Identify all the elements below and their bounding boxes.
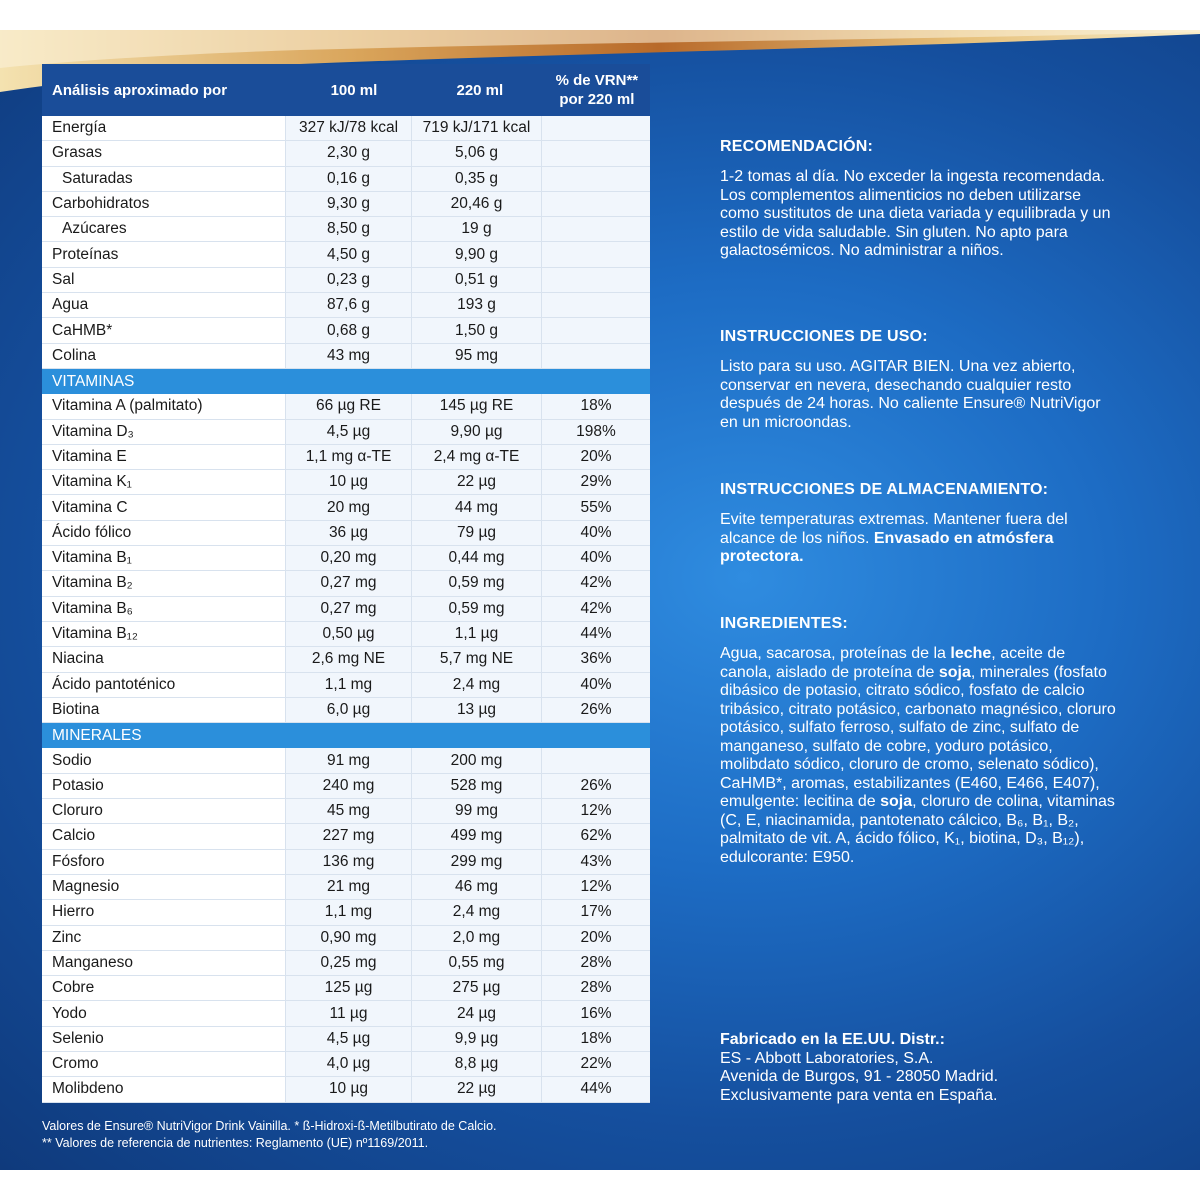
value-220ml: 0,55 mg <box>412 951 542 975</box>
value-vrn: 18% <box>542 394 650 418</box>
section-header: MINERALES <box>42 723 650 748</box>
table-row <box>42 344 650 369</box>
ingredient-allergen: soja <box>880 793 913 810</box>
value-100ml: 87,6 g <box>286 293 412 317</box>
value-100ml: 2,6 mg NE <box>286 647 412 671</box>
header-vrn-line1: % de VRN** <box>555 72 639 89</box>
value-100ml: 4,50 g <box>286 242 412 266</box>
value-220ml: 9,90 g <box>412 242 542 266</box>
header-analysis: Análisis aproximado por <box>52 81 228 99</box>
nutrient-name: Yodo <box>42 1001 286 1025</box>
table-row <box>42 1027 650 1052</box>
nutrient-name: Vitamina B₁₂ <box>42 622 286 646</box>
nutrient-name: Selenio <box>42 1027 286 1051</box>
table-row <box>42 1052 650 1077</box>
value-220ml: 145 µg RE <box>412 394 542 418</box>
value-220ml: 0,44 mg <box>412 546 542 570</box>
value-220ml: 19 g <box>412 217 542 241</box>
table-row <box>42 318 650 343</box>
value-220ml: 24 µg <box>412 1001 542 1025</box>
value-100ml: 8,50 g <box>286 217 412 241</box>
table-row <box>42 748 650 773</box>
header-vrn-line2: por 220 ml <box>559 91 635 108</box>
nutrient-name: Magnesio <box>42 875 286 899</box>
nutrient-name: Cromo <box>42 1052 286 1076</box>
value-vrn: 40% <box>542 673 650 697</box>
nutrient-name: Ácido fólico <box>42 521 286 545</box>
value-220ml: 299 mg <box>412 850 542 874</box>
value-100ml: 45 mg <box>286 799 412 823</box>
table-row <box>42 470 650 495</box>
nutrient-name: CaHMB* <box>42 318 286 342</box>
nutrient-name: Vitamina B₁ <box>42 546 286 570</box>
value-100ml: 20 mg <box>286 495 412 519</box>
table-row <box>42 242 650 267</box>
nutrient-name: Vitamina B₆ <box>42 597 286 621</box>
nutrient-name: Hierro <box>42 900 286 924</box>
value-100ml: 1,1 mg <box>286 900 412 924</box>
table-row <box>42 546 650 571</box>
nutrient-name: Sodio <box>42 748 286 772</box>
value-220ml: 1,50 g <box>412 318 542 342</box>
ingredient-text: , aceite de canola, aislado de proteína de <box>720 645 1066 681</box>
value-220ml: 8,8 µg <box>412 1052 542 1076</box>
table-row <box>42 673 650 698</box>
ingredientes-text <box>720 645 1120 867</box>
table-row <box>42 850 650 875</box>
ingredientes-title: INGREDIENTES: <box>720 615 848 632</box>
nutrient-name: Agua <box>42 293 286 317</box>
table-header <box>42 64 650 116</box>
label-panel <box>0 30 1200 1170</box>
nutrient-name: Biotina <box>42 698 286 722</box>
uso-title: INSTRUCCIONES DE USO: <box>720 328 928 345</box>
nutrient-name: Sal <box>42 268 286 292</box>
value-220ml: 719 kJ/171 kcal <box>412 116 542 140</box>
value-vrn: 62% <box>542 824 650 848</box>
fabricado-title: Fabricado en la EE.UU. Distr.: <box>720 1031 945 1048</box>
value-100ml: 4,5 µg <box>286 420 412 444</box>
value-vrn <box>542 116 650 140</box>
table-row <box>42 394 650 419</box>
value-100ml: 1,1 mg α-TE <box>286 445 412 469</box>
value-220ml: 22 µg <box>412 1077 542 1101</box>
value-vrn: 20% <box>542 926 650 950</box>
ingredient-text: Agua, sacarosa, proteínas de la <box>720 645 951 662</box>
value-220ml: 9,90 µg <box>412 420 542 444</box>
value-220ml: 20,46 g <box>412 192 542 216</box>
value-100ml: 10 µg <box>286 470 412 494</box>
recomendacion-section <box>720 138 1120 261</box>
value-vrn: 16% <box>542 1001 650 1025</box>
nutrient-name: Cobre <box>42 976 286 1000</box>
value-vrn: 12% <box>542 799 650 823</box>
nutrient-name: Carbohidratos <box>42 192 286 216</box>
value-100ml: 0,68 g <box>286 318 412 342</box>
value-vrn <box>542 242 650 266</box>
value-vrn <box>542 268 650 292</box>
table-row <box>42 192 650 217</box>
value-220ml: 5,7 mg NE <box>412 647 542 671</box>
value-100ml: 4,0 µg <box>286 1052 412 1076</box>
value-220ml: 44 mg <box>412 495 542 519</box>
value-vrn: 40% <box>542 521 650 545</box>
value-100ml: 36 µg <box>286 521 412 545</box>
header-220ml: 220 ml <box>456 81 504 99</box>
value-220ml: 275 µg <box>412 976 542 1000</box>
value-100ml: 0,16 g <box>286 167 412 191</box>
value-100ml: 2,30 g <box>286 141 412 165</box>
value-100ml: 21 mg <box>286 875 412 899</box>
section-header: VITAMINAS <box>42 369 650 394</box>
fabricado-section <box>720 1031 1120 1105</box>
value-100ml: 9,30 g <box>286 192 412 216</box>
value-100ml: 66 µg RE <box>286 394 412 418</box>
fabricado-text <box>720 1031 1120 1105</box>
table-row <box>42 799 650 824</box>
nutrient-name: Colina <box>42 344 286 368</box>
value-vrn: 20% <box>542 445 650 469</box>
nutrient-name: Vitamina K₁ <box>42 470 286 494</box>
value-100ml: 11 µg <box>286 1001 412 1025</box>
value-vrn <box>542 192 650 216</box>
table-row <box>42 900 650 925</box>
value-vrn: 40% <box>542 546 650 570</box>
value-vrn: 28% <box>542 951 650 975</box>
value-220ml: 5,06 g <box>412 141 542 165</box>
table-row <box>42 420 650 445</box>
value-100ml: 10 µg <box>286 1077 412 1101</box>
value-vrn: 44% <box>542 1077 650 1101</box>
nutrient-name: Vitamina C <box>42 495 286 519</box>
value-vrn: 29% <box>542 470 650 494</box>
table-row <box>42 824 650 849</box>
value-100ml: 227 mg <box>286 824 412 848</box>
value-vrn: 55% <box>542 495 650 519</box>
value-100ml: 6,0 µg <box>286 698 412 722</box>
value-220ml: 0,51 g <box>412 268 542 292</box>
fabricado-line1: ES - Abbott Laboratories, S.A. <box>720 1049 934 1067</box>
value-vrn: 26% <box>542 774 650 798</box>
almacenamiento-section <box>720 481 1120 567</box>
value-vrn: 36% <box>542 647 650 671</box>
value-100ml: 1,1 mg <box>286 673 412 697</box>
nutrient-name: Cloruro <box>42 799 286 823</box>
table-body <box>42 116 650 1103</box>
header-vrn <box>544 64 650 116</box>
value-220ml: 2,0 mg <box>412 926 542 950</box>
nutrient-name: Vitamina A (palmitato) <box>42 394 286 418</box>
nutrient-name: Vitamina B₂ <box>42 571 286 595</box>
value-100ml: 0,23 g <box>286 268 412 292</box>
value-220ml: 2,4 mg <box>412 673 542 697</box>
nutrient-name: Potasio <box>42 774 286 798</box>
nutrient-name: Ácido pantoténico <box>42 673 286 697</box>
fabricado-line3: Exclusivamente para venta en España. <box>720 1086 998 1104</box>
value-100ml: 125 µg <box>286 976 412 1000</box>
value-vrn <box>542 748 650 772</box>
value-100ml: 0,20 mg <box>286 546 412 570</box>
uso-section <box>720 328 1120 432</box>
nutrient-name: Calcio <box>42 824 286 848</box>
value-100ml: 136 mg <box>286 850 412 874</box>
value-220ml: 0,35 g <box>412 167 542 191</box>
value-220ml: 193 g <box>412 293 542 317</box>
nutrient-name: Molibdeno <box>42 1077 286 1101</box>
value-vrn <box>542 318 650 342</box>
value-220ml: 0,59 mg <box>412 571 542 595</box>
nutrient-name: Vitamina E <box>42 445 286 469</box>
nutrition-table <box>42 64 650 1103</box>
table-row <box>42 116 650 141</box>
almacenamiento-title: INSTRUCCIONES DE ALMACENAMIENTO: <box>720 481 1049 498</box>
value-100ml: 43 mg <box>286 344 412 368</box>
value-vrn <box>542 217 650 241</box>
table-row <box>42 293 650 318</box>
nutrient-name: Energía <box>42 116 286 140</box>
table-row <box>42 976 650 1001</box>
value-vrn <box>542 141 650 165</box>
value-220ml: 528 mg <box>412 774 542 798</box>
nutrient-name: Azúcares <box>42 217 286 241</box>
nutrient-name: Vitamina D₃ <box>42 420 286 444</box>
value-vrn: 44% <box>542 622 650 646</box>
nutrient-name: Saturadas <box>42 167 286 191</box>
value-220ml: 1,1 µg <box>412 622 542 646</box>
value-vrn <box>542 293 650 317</box>
almacenamiento-text <box>720 511 1120 567</box>
value-vrn: 198% <box>542 420 650 444</box>
nutrient-name: Zinc <box>42 926 286 950</box>
ingredientes-section <box>720 615 1120 867</box>
ingredient-allergen: soja <box>938 663 971 681</box>
value-vrn: 22% <box>542 1052 650 1076</box>
value-220ml: 22 µg <box>412 470 542 494</box>
ingredient-allergen: leche <box>950 645 992 662</box>
value-220ml: 200 mg <box>412 748 542 772</box>
value-100ml: 327 kJ/78 kcal <box>286 116 412 140</box>
value-100ml: 0,25 mg <box>286 951 412 975</box>
value-vrn: 28% <box>542 976 650 1000</box>
table-row <box>42 698 650 723</box>
value-vrn: 42% <box>542 571 650 595</box>
table-row <box>42 167 650 192</box>
value-100ml: 240 mg <box>286 774 412 798</box>
value-vrn <box>542 344 650 368</box>
nutrient-name: Niacina <box>42 647 286 671</box>
table-row <box>42 268 650 293</box>
almacenamiento-text-bold: Envasado en atmósfera protectora. <box>720 529 1054 565</box>
ingredient-text: , minerales (fosfato dibásico de potasio, citrato sódico, fosfato de calcio tribásico, citrato potásico, carbonato magnésico, cloruro potásico, sulfato ferroso, sulfato de zinc, sulfato de manganeso, sulfato de cobre, yoduro potásico, molibdato sódico, cloruro de cromo, selenato sódico), CaHMB*, aromas, estabilizantes (E460, E466, E407), emulgente: lecitina de <box>720 663 1116 810</box>
header-100ml: 100 ml <box>330 81 378 99</box>
footnote-1: Valores de Ensure® NutriVigor Drink Vainilla. * ß-Hidroxi-ß-Metilbutirato de Calcio. <box>42 1119 497 1133</box>
ingredient-text: , cloruro de colina, vitaminas (C, E, niacinamida, pantotenato cálcico, B₆, B₁, B₂, palmitato de vit. A, ácido fólico, K₁, biotina, D₃, B₁₂), edulcorante: E950. <box>720 793 1115 866</box>
value-100ml: 0,50 µg <box>286 622 412 646</box>
value-100ml: 4,5 µg <box>286 1027 412 1051</box>
fabricado-line2: Avenida de Burgos, 91 - 28050 Madrid. <box>720 1068 999 1085</box>
value-vrn: 12% <box>542 875 650 899</box>
value-vrn: 17% <box>542 900 650 924</box>
value-vrn: 43% <box>542 850 650 874</box>
recomendacion-title: RECOMENDACIÓN: <box>720 138 874 155</box>
value-220ml: 95 mg <box>412 344 542 368</box>
table-row <box>42 1001 650 1026</box>
table-row <box>42 521 650 546</box>
nutrient-name: Grasas <box>42 141 286 165</box>
value-220ml: 46 mg <box>412 875 542 899</box>
value-220ml: 2,4 mg α-TE <box>412 445 542 469</box>
nutrient-name: Fósforo <box>42 850 286 874</box>
table-row <box>42 774 650 799</box>
value-220ml: 2,4 mg <box>412 900 542 924</box>
table-row <box>42 926 650 951</box>
value-100ml: 0,90 mg <box>286 926 412 950</box>
value-100ml: 0,27 mg <box>286 571 412 595</box>
value-vrn <box>542 167 650 191</box>
uso-text: Listo para su uso. AGITAR BIEN. Una vez abierto, conservar en nevera, desechando cualquier resto después de 24 horas. No caliente Ensure® NutriVigor en un microondas. <box>720 358 1101 431</box>
table-row <box>42 951 650 976</box>
table-row <box>42 647 650 672</box>
table-row <box>42 597 650 622</box>
value-220ml: 79 µg <box>412 521 542 545</box>
value-vrn: 26% <box>542 698 650 722</box>
footnote-2: ** Valores de referencia de nutrientes: Reglamento (UE) nº1169/2011. <box>42 1136 429 1150</box>
value-220ml: 0,59 mg <box>412 597 542 621</box>
value-220ml: 13 µg <box>412 698 542 722</box>
footnotes <box>42 1118 497 1152</box>
recomendacion-text: 1-2 tomas al día. No exceder la ingesta recomendada. Los complementos alimenticios no deben utilizarse como sustitutos de una dieta variada y equilibrada y un estilo de vida saludable. Sin gluten. No apto para galactosémicos. No administrar a niños. <box>720 168 1111 259</box>
table-row <box>42 875 650 900</box>
table-row <box>42 622 650 647</box>
table-row <box>42 217 650 242</box>
table-row <box>42 571 650 596</box>
value-220ml: 9,9 µg <box>412 1027 542 1051</box>
table-row <box>42 445 650 470</box>
almacenamiento-text-regular: Evite temperaturas extremas. Mantener fuera del alcance de los niños. <box>720 511 1068 547</box>
table-row <box>42 141 650 166</box>
table-row <box>42 1077 650 1102</box>
value-vrn: 42% <box>542 597 650 621</box>
value-220ml: 99 mg <box>412 799 542 823</box>
nutrient-name: Manganeso <box>42 951 286 975</box>
value-220ml: 499 mg <box>412 824 542 848</box>
value-vrn: 18% <box>542 1027 650 1051</box>
nutrient-name: Proteínas <box>42 242 286 266</box>
value-100ml: 91 mg <box>286 748 412 772</box>
table-row <box>42 495 650 520</box>
value-100ml: 0,27 mg <box>286 597 412 621</box>
